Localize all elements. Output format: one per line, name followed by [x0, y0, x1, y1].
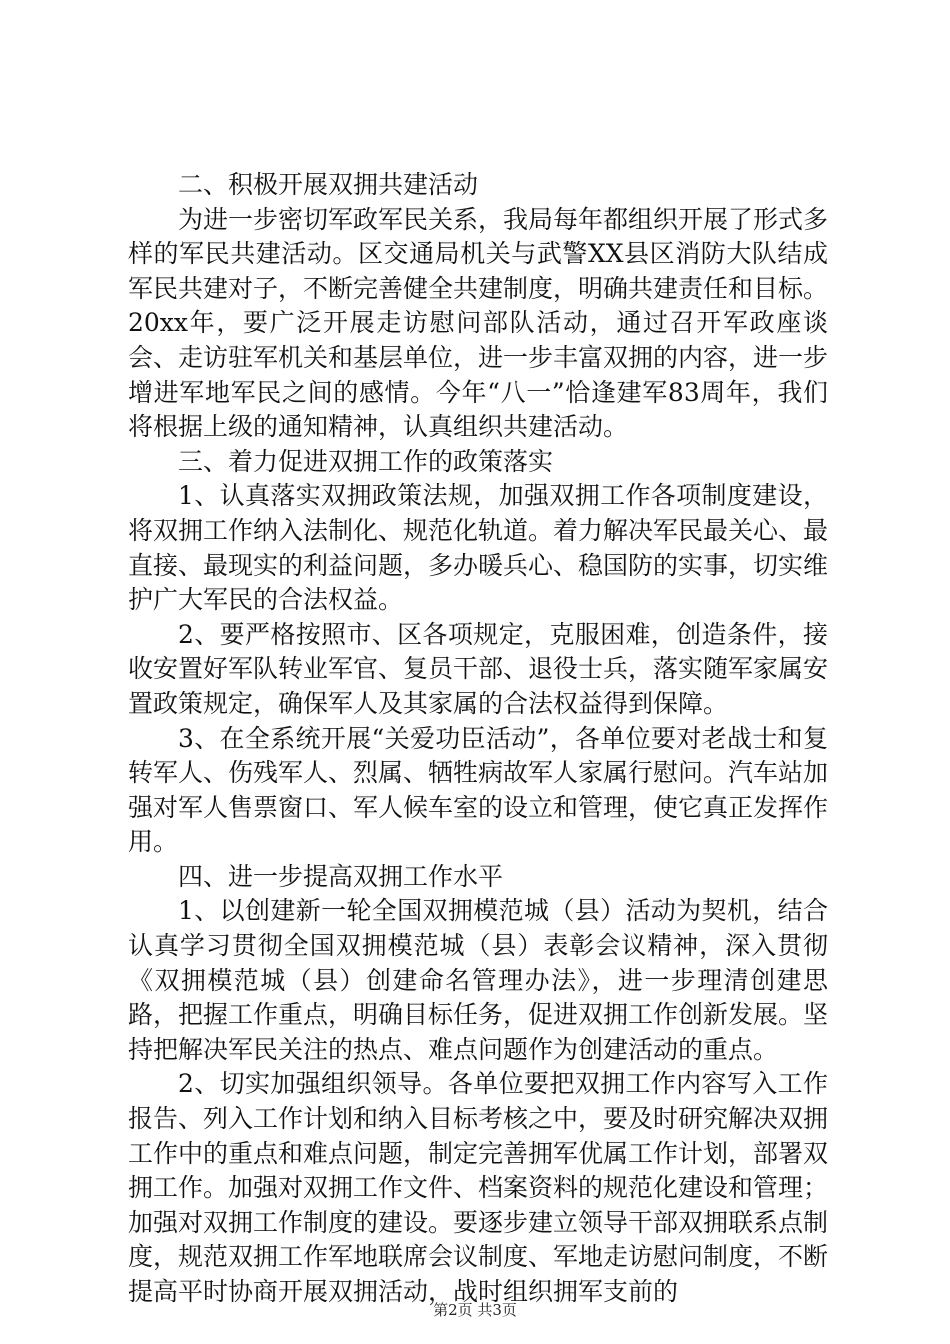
section-heading-3: 三、着力促进双拥工作的政策落实 [178, 446, 554, 476]
paragraph-level-2: 2、切实加强组织领导。各单位要把双拥工作内容写入工作报告、列入工作计划和纳入目标考核之中，要及时研究解决双拥工作中的重点和难点问题，制定完善拥军优属工作计划，部署双拥工作。加强对双拥工作文件、档案资料的规范化建设和管理；加强对双拥工作制度的建设。要逐步建立领导干部双拥联系点制度，规范双拥工作军地联席会议制度、军地走访慰问制度，不断提高平时协商开展双拥活动，战时组织拥军支前的 [128, 1069, 829, 1306]
document-body [128, 168, 828, 1310]
paragraph-joint-building: 为进一步密切军政军民关系，我局每年都组织开展了形式多样的军民共建活动。区交通局机关与武警XX县区消防大队结成军民共建对子，不断完善健全共建制度，明确共建责任和目标。20xx年，要广泛开展走访慰问部队活动，通过召开军政座谈会、走访驻军机关和基层单位，进一步丰富双拥的内容，进一步增进军地军民之间的感情。今年“八一”恰逢建军83周年，我们将根据上级的通知精神，认真组织共建活动。 [128, 204, 829, 442]
paragraph-policy-2: 2、要严格按照市、区各项规定，克服困难，创造条件，接收安置好军队转业军官、复员干部、退役士兵，落实随军家属安置政策规定，确保军人及其家属的合法权益得到保障。 [128, 619, 829, 718]
paragraph-policy-3: 3、在全系统开展“关爱功臣活动”，各单位要对老战士和复转军人、伤残军人、烈属、牺牲病故军人家属行慰问。汽车站加强对军人售票窗口、军人候车室的设立和管理，使它真正发挥作用。 [128, 723, 829, 857]
section-heading-4: 四、进一步提高双拥工作水平 [178, 861, 504, 891]
page-footer: 第2页 共3页 [433, 1301, 517, 1319]
paragraph-policy-1: 1、认真落实双拥政策法规，加强双拥工作各项制度建设，将双拥工作纳入法制化、规范化轨道。着力解决军民最关心、最直接、最现实的利益问题，多办暖兵心、稳国防的实事，切实维护广大军民的合法权益。 [128, 481, 829, 615]
section-heading-2: 二、积极开展双拥共建活动 [178, 170, 479, 199]
paragraph-level-1: 1、以创建新一轮全国双拥模范城（县）活动为契机，结合认真学习贯彻全国双拥模范城（县）表彰会议精神，深入贯彻《双拥模范城（县）创建命名管理办法》，进一步理清创建思路，把握工作重点，明确目标任务，促进双拥工作创新发展。坚持把解决军民关注的热点、难点问题作为创建活动的重点。 [128, 896, 829, 1064]
